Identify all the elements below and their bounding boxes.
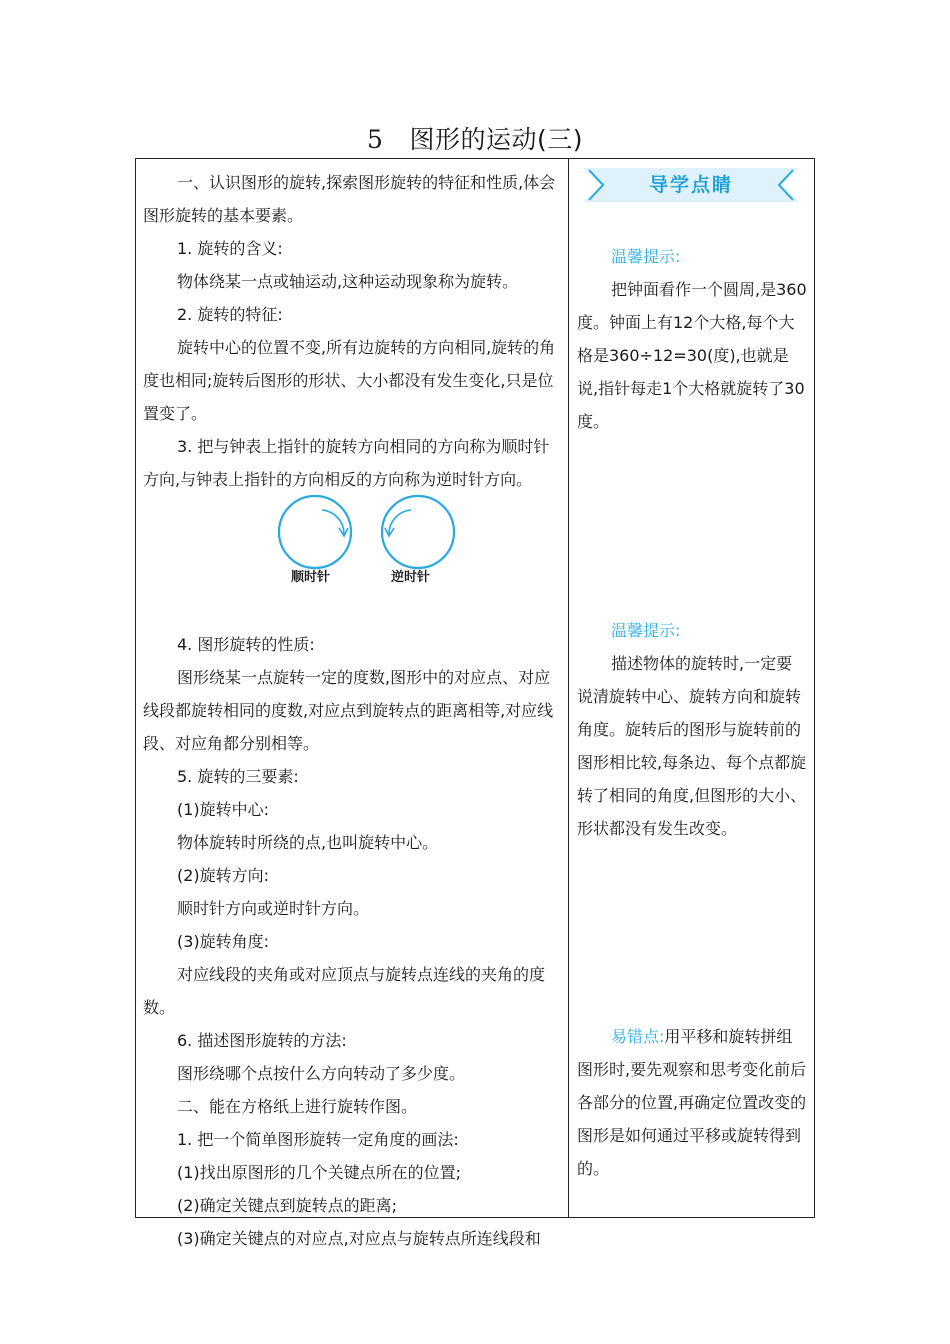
paragraph: 一、认识图形的旋转,探索图形旋转的特征和性质,体会图形旋转的基本要素。: [143, 173, 556, 225]
paragraph: 1. 旋转的含义:: [177, 239, 283, 258]
clockwise-circle: [279, 496, 351, 568]
left-paragraphs-top: [143, 166, 561, 496]
tip-box-1: [577, 240, 807, 438]
paragraph: 对应线段的夹角或对应顶点与旋转点连线的夹角的度数。: [143, 965, 546, 1017]
tip1-heading: 温馨提示:: [611, 247, 681, 266]
page-title: [0, 120, 950, 160]
paragraph: 1. 把一个简单图形旋转一定角度的画法:: [177, 1130, 459, 1149]
paragraph: 4. 图形旋转的性质:: [177, 635, 315, 654]
counterclockwise-label: 逆时针: [391, 570, 431, 585]
left-paragraphs-bottom: [143, 628, 561, 1255]
tip3-text: [577, 1020, 807, 1185]
paragraph: 物体绕某一点或轴运动,这种运动现象称为旋转。: [177, 272, 519, 291]
paragraph: 顺时针方向或逆时针方向。: [177, 899, 370, 918]
tip3-body: 用平移和旋转拼组图形时,要先观察和思考变化前后各部分的位置,再确定位置改变的图形是如何通过平移或旋转得到的。: [577, 1027, 807, 1178]
paragraph: (2)确定关键点到旋转点的距离;: [177, 1196, 398, 1215]
paragraph: 2. 旋转的特征:: [177, 305, 283, 324]
tip2-heading: 温馨提示:: [611, 621, 681, 640]
paragraph: 图形绕哪个点按什么方向转动了多少度。: [177, 1064, 466, 1083]
paragraph: (3)确定关键点的对应点,对应点与旋转点所连线段和: [177, 1229, 541, 1248]
paragraph: 3. 把与钟表上指针的旋转方向相同的方向称为顺时针方向,与钟表上指针的方向相反的方向称为逆时针方向。: [143, 437, 550, 489]
paragraph: 物体旋转时所绕的点,也叫旋转中心。: [177, 833, 439, 852]
clockwise-label: 顺时针: [291, 570, 331, 585]
left-column: [143, 166, 561, 1255]
lesson-number: 5: [367, 125, 384, 154]
counterclockwise-circle: [382, 496, 454, 568]
guide-banner-title: 导学点睛: [648, 174, 733, 196]
paragraph: 旋转中心的位置不变,所有边旋转的方向相同,旋转的角度也相同;旋转后图形的形状、大小都没有发生变化,只是位置变了。: [143, 338, 556, 423]
column-divider: [568, 158, 569, 1218]
paragraph: 6. 描述图形旋转的方法:: [177, 1031, 347, 1050]
paragraph: (1)旋转中心:: [177, 800, 270, 819]
lesson-title: 图形的运动(三): [409, 125, 583, 154]
paragraph: (2)旋转方向:: [177, 866, 270, 885]
paragraph: 图形绕某一点旋转一定的度数,图形中的对应点、对应线段都旋转相同的度数,对应点到旋转点的距离相等,对应线段、对应角都分别相等。: [143, 668, 554, 753]
paragraph: (1)找出原图形的几个关键点所在的位置;: [177, 1163, 462, 1182]
tip-box-3: [577, 1020, 807, 1185]
paragraph: 二、能在方格纸上进行旋转作图。: [177, 1097, 418, 1116]
paragraph: 5. 旋转的三要素:: [177, 767, 299, 786]
tip2-body: 描述物体的旋转时,一定要说清旋转中心、旋转方向和旋转角度。旋转后的图形与旋转前的图形相比较,每条边、每个点都旋转了相同的角度,但图形的大小、形状都没有发生改变。: [577, 654, 807, 838]
tip-box-2: [577, 614, 807, 845]
tip3-heading: 易错点:: [611, 1027, 665, 1046]
tip1-body: 把钟面看作一个圆周,是360度。钟面上有12个大格,每个大格是360÷12=30(度),也就是说,指针每走1个大格就旋转了30度。: [577, 280, 807, 431]
paragraph: (3)旋转角度:: [177, 932, 270, 951]
